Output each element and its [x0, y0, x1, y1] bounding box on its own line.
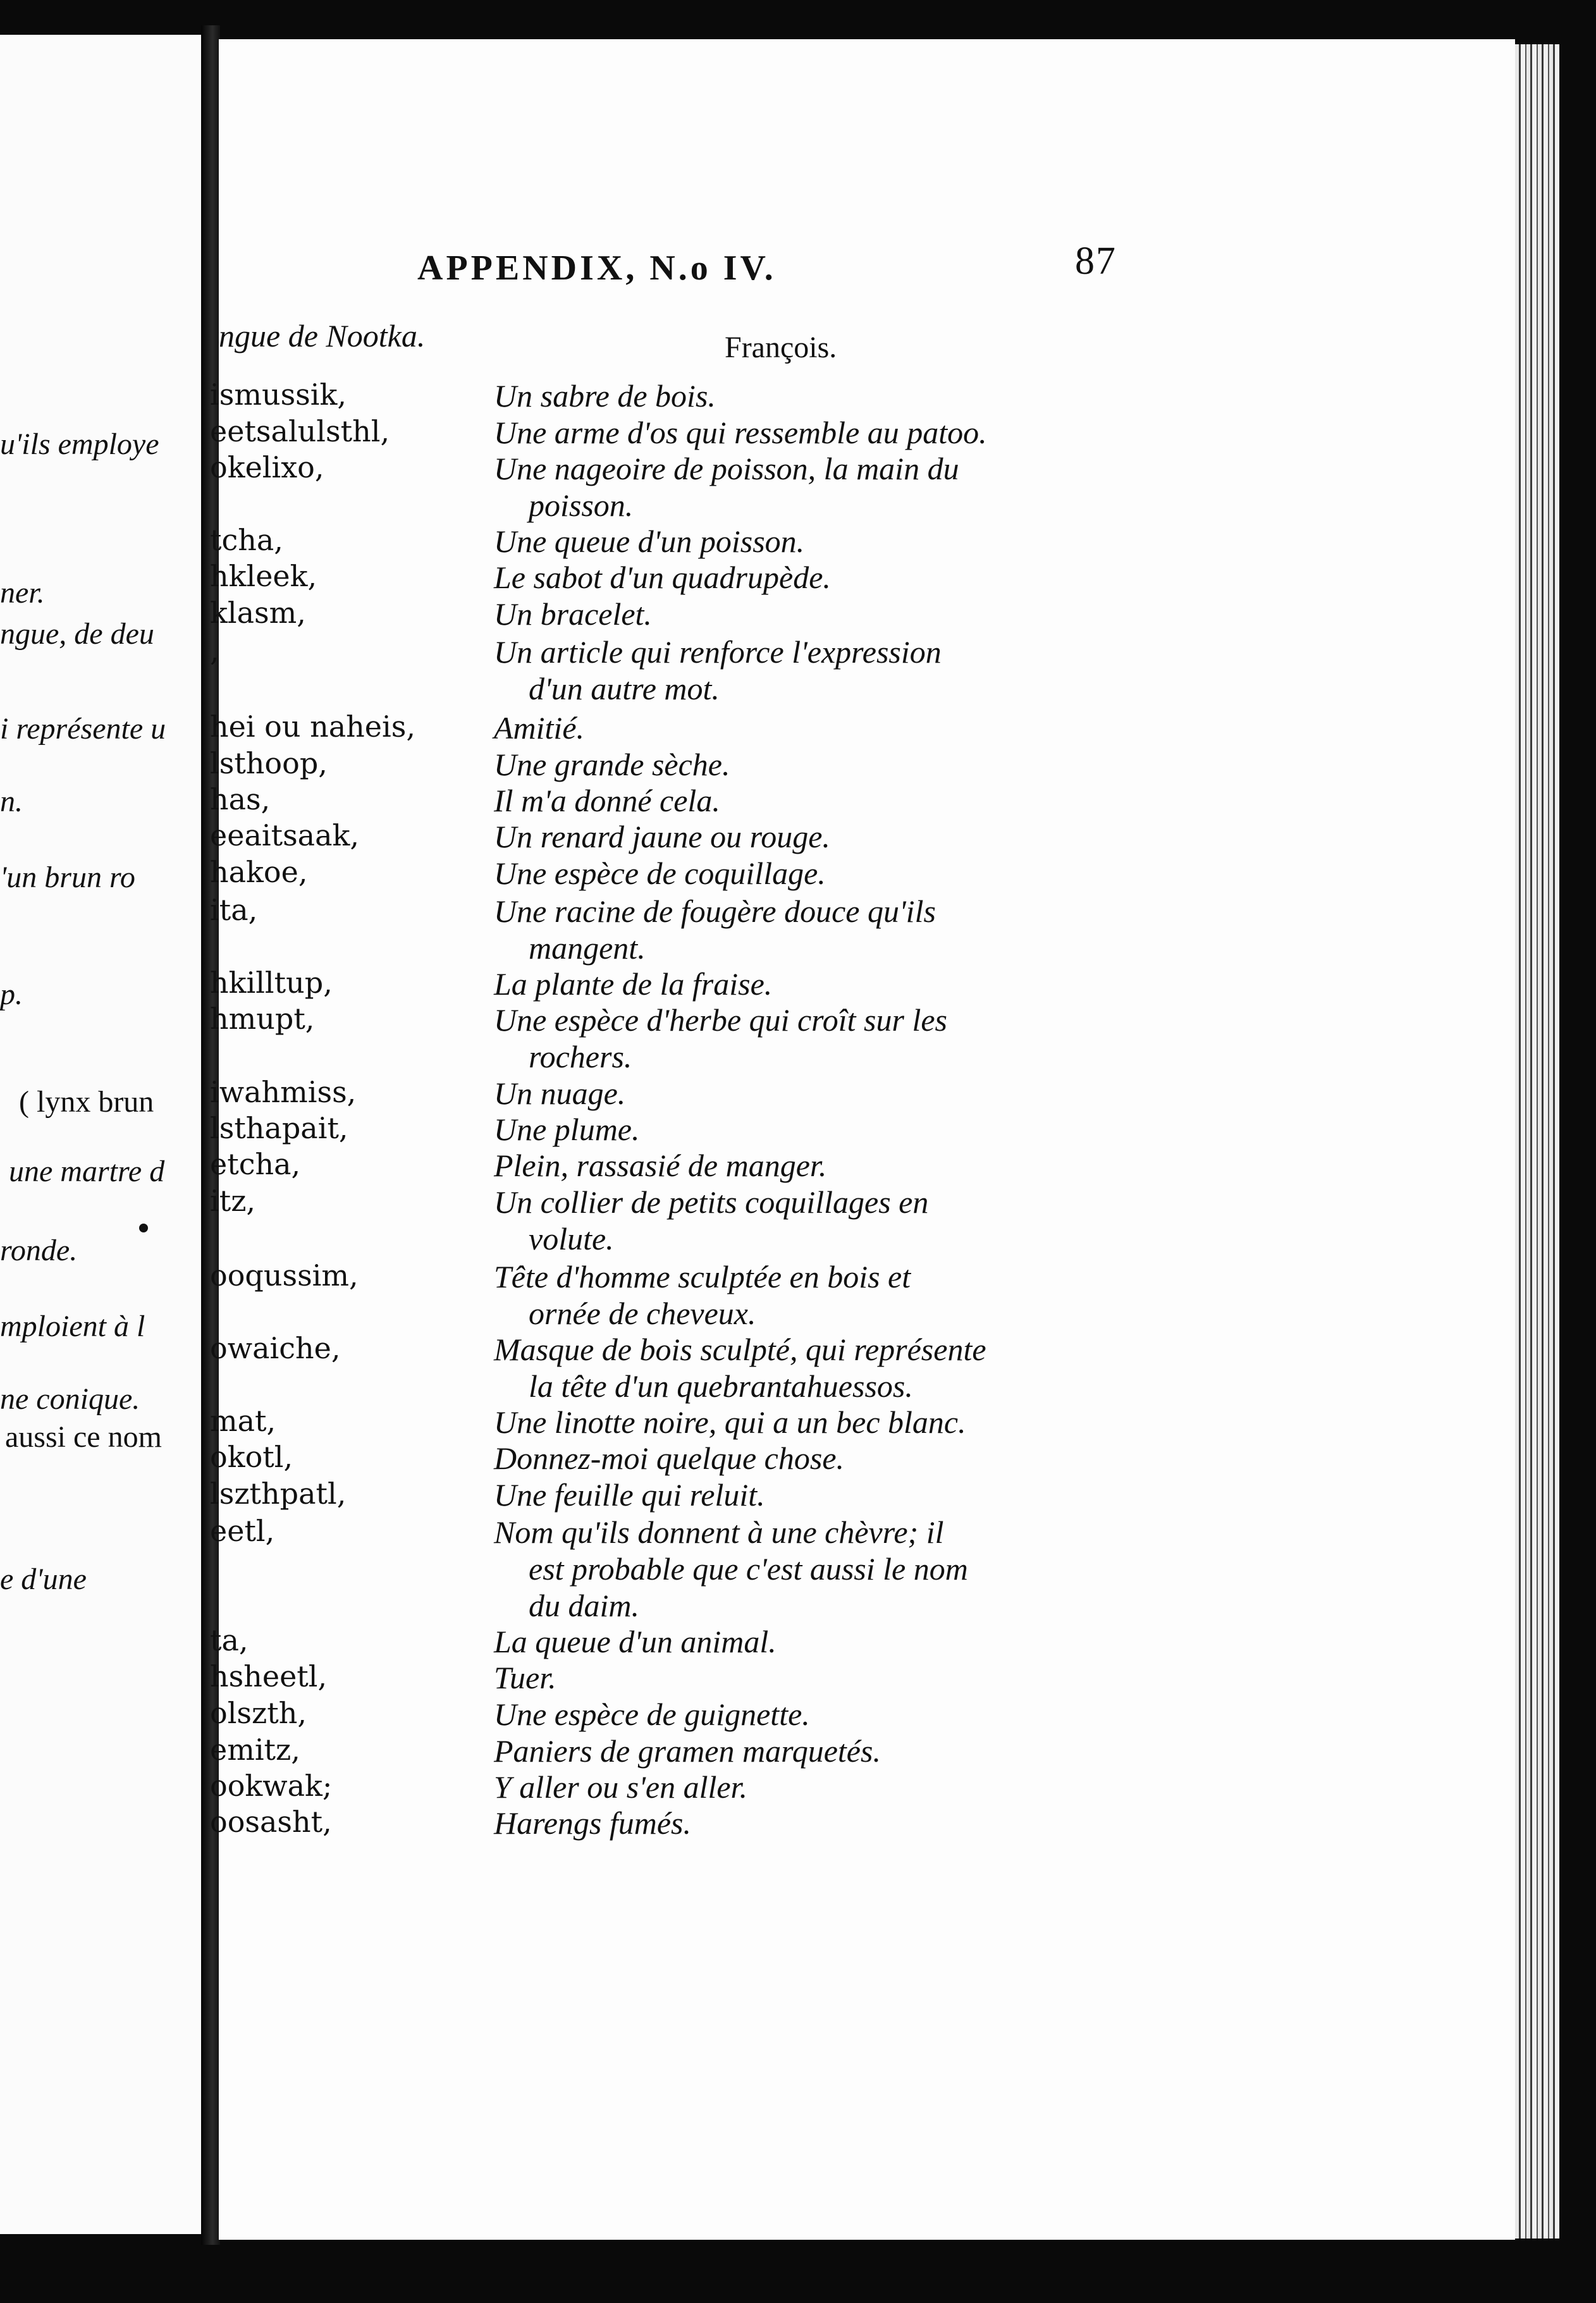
nootka-term: hkilltup,: [210, 966, 333, 1000]
nootka-term: ookwak;: [210, 1769, 333, 1803]
french-translation: [494, 596, 1316, 632]
facing-line: ronde.: [0, 1234, 78, 1267]
nootka-term: okelixo,: [210, 450, 324, 484]
translation-line: Masque de bois sculpté, qui représente: [494, 1332, 986, 1367]
facing-line: 'un brun ro: [0, 861, 135, 894]
nootka-term: etcha,: [210, 1147, 301, 1181]
nootka-term: emitz,: [210, 1733, 300, 1767]
page: [210, 39, 1515, 2240]
french-translation: [494, 1258, 1316, 1332]
nootka-term: okotl,: [210, 1440, 293, 1474]
facing-page: [0, 35, 201, 2234]
french-translation: [494, 1111, 1316, 1148]
french-translation: [494, 818, 1316, 855]
nootka-term: has,: [210, 782, 271, 816]
french-translation: [494, 966, 1316, 1002]
french-translation: [494, 414, 1316, 451]
french-translation: [494, 523, 1316, 560]
translation-line: Une arme d'os qui ressemble au patoo.: [494, 415, 987, 450]
translation-line: Tête d'homme sculptée en bois et: [494, 1259, 911, 1294]
translation-line: Un article qui renforce l'expression: [494, 634, 942, 670]
translation-line: Harengs fumés.: [494, 1805, 692, 1841]
translation-continuation: du daim.: [529, 1588, 639, 1623]
translation-line: Paniers de gramen marquetés.: [494, 1733, 881, 1769]
nootka-term: klasm,: [210, 596, 306, 630]
translation-line: Une espèce de guignette.: [494, 1697, 810, 1732]
nootka-term: owaiche,: [210, 1331, 341, 1365]
translation-line: Une grande sèche.: [494, 747, 730, 782]
nootka-term: ismussik,: [210, 378, 347, 412]
nootka-term: eeaitsaak,: [210, 818, 360, 852]
nootka-term: eetsalulsthl,: [210, 414, 390, 448]
translation-line: Une feuille qui reluit.: [494, 1477, 765, 1513]
nootka-term: hsheetl,: [210, 1659, 328, 1693]
facing-line: n.: [0, 785, 23, 818]
nootka-term: eetl,: [210, 1514, 275, 1548]
nootka-term: ta,: [210, 1623, 249, 1657]
french-translation: [494, 378, 1316, 414]
french-translation: [494, 709, 1316, 746]
french-column-header: François.: [725, 331, 837, 364]
translation-line: Une nageoire de poisson, la main du: [494, 451, 959, 486]
nootka-term: tcha,: [210, 523, 283, 557]
nootka-term: olszth,: [210, 1696, 307, 1730]
translation-continuation: ornée de cheveux.: [529, 1296, 756, 1331]
french-translation: [494, 1440, 1316, 1477]
nootka-column-header: ngue de Nootka.: [219, 318, 426, 353]
translation-line: Une linotte noire, qui a un bec blanc.: [494, 1404, 966, 1440]
french-translation: [494, 855, 1316, 892]
translation-line: Nom qu'ils donnent à une chèvre; il: [494, 1514, 944, 1550]
translation-continuation: la tête d'un quebrantahuessos.: [529, 1368, 913, 1404]
page-number: 87: [1075, 240, 1117, 283]
nootka-term: ita,: [210, 893, 258, 927]
translation-line: La queue d'un animal.: [494, 1624, 777, 1659]
nootka-term: mat,: [210, 1404, 276, 1438]
ink-speck: [139, 1224, 148, 1232]
french-translation: [494, 1805, 1316, 1841]
french-translation: [494, 1075, 1316, 1112]
running-head-title: APPENDIX, N.o IV.: [417, 249, 777, 288]
facing-line: p.: [0, 978, 23, 1011]
translation-line: Une espèce d'herbe qui croît sur les: [494, 1002, 947, 1038]
nootka-term: lsthoop,: [210, 746, 328, 780]
page-edges: [1515, 44, 1559, 2239]
french-translation: [494, 1514, 1316, 1624]
nootka-term: oosasht,: [210, 1805, 332, 1839]
nootka-term: ,: [210, 634, 219, 668]
french-translation: [494, 893, 1316, 966]
translation-line: Un bracelet.: [494, 596, 652, 632]
translation-continuation: mangent.: [529, 930, 646, 966]
french-translation: [494, 1404, 1316, 1440]
facing-line: u'ils employe: [0, 427, 159, 461]
french-translation: [494, 1769, 1316, 1805]
translation-continuation: poisson.: [529, 488, 634, 523]
translation-line: Le sabot d'un quadrupède.: [494, 560, 831, 595]
french-translation: [494, 1331, 1316, 1404]
french-translation: [494, 746, 1316, 783]
nootka-term: ooqussim,: [210, 1258, 359, 1293]
nootka-term: hakoe,: [210, 855, 308, 889]
translation-line: Il m'a donné cela.: [494, 783, 720, 818]
facing-line: aussi ce nom: [5, 1420, 162, 1454]
nootka-term: lszthpatl,: [210, 1477, 347, 1511]
translation-continuation: est probable que c'est aussi le nom: [529, 1551, 968, 1587]
french-translation: [494, 1477, 1316, 1513]
french-translation: [494, 1659, 1316, 1696]
facing-line: e d'une: [0, 1563, 87, 1596]
french-translation: [494, 1147, 1316, 1184]
french-translation: [494, 1696, 1316, 1733]
facing-line: ner.: [0, 576, 45, 610]
translation-continuation: rochers.: [529, 1039, 632, 1074]
facing-line: mploient à l: [0, 1310, 145, 1343]
facing-line: une martre d: [9, 1155, 165, 1188]
translation-line: Un nuage.: [494, 1076, 626, 1111]
translation-line: Une plume.: [494, 1112, 640, 1147]
facing-line: ne conique.: [0, 1382, 140, 1416]
nootka-term: itz,: [210, 1184, 256, 1218]
translation-continuation: volute.: [529, 1221, 614, 1256]
french-translation: [494, 1002, 1316, 1075]
nootka-term: hmupt,: [210, 1002, 315, 1036]
facing-line: ( lynx brun: [19, 1085, 154, 1119]
nootka-term: hkleek,: [210, 559, 317, 593]
running-head: [417, 240, 1117, 288]
french-translation: [494, 559, 1316, 596]
translation-line: Donnez-moi quelque chose.: [494, 1440, 845, 1476]
translation-line: Un renard jaune ou rouge.: [494, 819, 830, 854]
nootka-term: iwahmiss,: [210, 1075, 357, 1109]
translation-line: Y aller ou s'en aller.: [494, 1769, 747, 1805]
french-translation: [494, 634, 1316, 707]
nootka-term: hei ou naheis,: [210, 709, 415, 744]
facing-line: i représente u: [0, 712, 166, 746]
nootka-term: lsthapait,: [210, 1111, 348, 1145]
french-translation: [494, 782, 1316, 819]
translation-line: Amitié.: [494, 710, 585, 746]
translation-continuation: d'un autre mot.: [529, 671, 720, 706]
translation-line: Une espèce de coquillage.: [494, 856, 826, 891]
translation-line: Une queue d'un poisson.: [494, 524, 805, 559]
translation-line: Plein, rassasié de manger.: [494, 1148, 827, 1183]
french-translation: [494, 450, 1316, 524]
french-translation: [494, 1184, 1316, 1257]
translation-line: Un collier de petits coquillages en: [494, 1184, 929, 1220]
translation-line: Une racine de fougère douce qu'ils: [494, 894, 936, 929]
french-translation: [494, 1733, 1316, 1769]
translation-line: Tuer.: [494, 1660, 556, 1695]
translation-line: Un sabre de bois.: [494, 378, 716, 414]
translation-line: La plante de la fraise.: [494, 966, 773, 1002]
french-translation: [494, 1623, 1316, 1660]
facing-line: ngue, de deu: [0, 617, 154, 651]
